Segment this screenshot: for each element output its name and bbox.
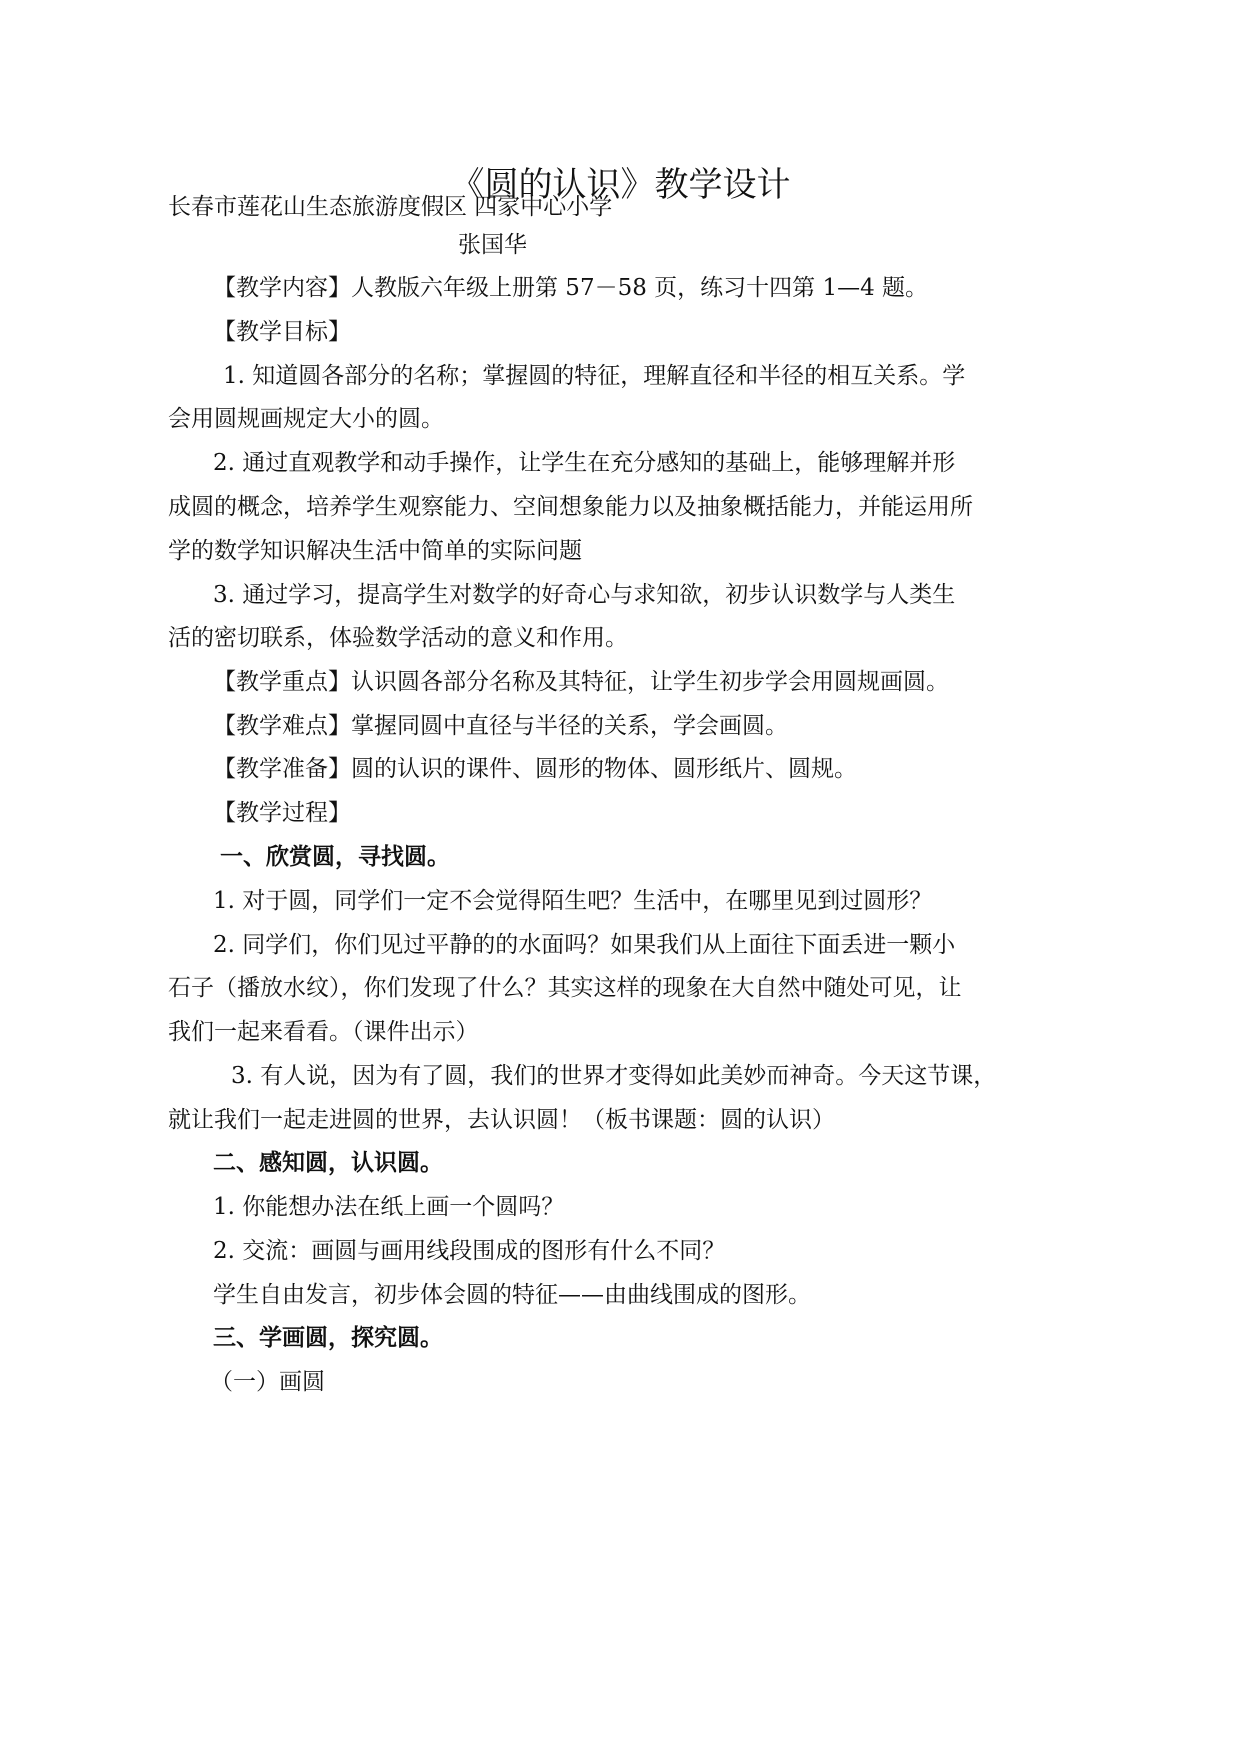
key-point: 【教学重点】认识圆各部分名称及其特征，让学生初步学会用圆规画圆。 <box>213 669 949 695</box>
section-2-heading: 二、感知圆，认识圆。 <box>213 1150 443 1176</box>
objective-2-line-3: 学的数学知识解决生活中简单的实际问题 <box>168 538 582 564</box>
process-heading: 【教学过程】 <box>213 800 351 826</box>
objective-1-line-1: 1. 知道圆各部分的名称；掌握圆的特征，理解直径和半径的相互关系。学 <box>223 363 966 389</box>
section-2-item-2: 2. 交流：画圆与画用线段围成的图形有什么不同？ <box>213 1238 726 1264</box>
section-1-item-2-line-2: 石子（播放水纹），你们发现了什么？其实这样的现象在大自然中随处可见，让 <box>168 975 962 1001</box>
section-3-subheading-1: （一）画圆 <box>210 1369 325 1395</box>
objective-3-line-2: 活的密切联系，体验数学活动的意义和作用。 <box>168 625 628 651</box>
document-title: 《圆的认识》教学设计 <box>450 165 791 205</box>
section-1-item-2-line-3: 我们一起来看看。（课件出示） <box>168 1019 479 1045</box>
author-name: 张国华 <box>458 232 527 258</box>
objective-2-line-1: 2. 通过直观教学和动手操作，让学生在充分感知的基础上，能够理解并形 <box>213 450 956 476</box>
objective-3-line-1: 3. 通过学习，提高学生对数学的好奇心与求知欲，初步认识数学与人类生 <box>213 582 956 608</box>
teaching-content: 【教学内容】人教版六年级上册第 57－58 页，练习十四第 1—4 题。 <box>213 275 929 301</box>
difficulty: 【教学难点】掌握同圆中直径与半径的关系，学会画圆。 <box>213 713 788 739</box>
section-1-item-3-line-2: 就让我们一起走进圆的世界，去认识圆！（板书课题：圆的认识） <box>168 1107 835 1133</box>
section-1-heading: 一、欣赏圆，寻找圆。 <box>220 844 450 870</box>
section-3-heading: 三、学画圆，探究圆。 <box>213 1325 443 1351</box>
section-1-item-1: 1. 对于圆，同学们一定不会觉得陌生吧？生活中，在哪里见到过圆形？ <box>213 888 933 914</box>
section-1-item-3-line-1: 3. 有人说，因为有了圆，我们的世界才变得如此美妙而神奇。今天这节课， <box>231 1063 997 1089</box>
section-2-note: 学生自由发言，初步体会圆的特征——由曲线围成的图形。 <box>213 1282 811 1308</box>
section-1-item-2-line-1: 2. 同学们，你们见过平静的的水面吗？如果我们从上面往下面丢进一颗小 <box>213 932 956 958</box>
preparation: 【教学准备】圆的认识的课件、圆形的物体、圆形纸片、圆规。 <box>213 756 857 782</box>
objectives-heading: 【教学目标】 <box>213 319 351 345</box>
section-2-item-1: 1. 你能想办法在纸上画一个圆吗？ <box>213 1194 565 1220</box>
school-name: 长春市莲花山生态旅游度假区 四家中心小学 <box>168 194 613 220</box>
objective-1-line-2: 会用圆规画规定大小的圆。 <box>168 406 444 432</box>
objective-2-line-2: 成圆的概念，培养学生观察能力、空间想象能力以及抽象概括能力，并能运用所 <box>168 494 973 520</box>
